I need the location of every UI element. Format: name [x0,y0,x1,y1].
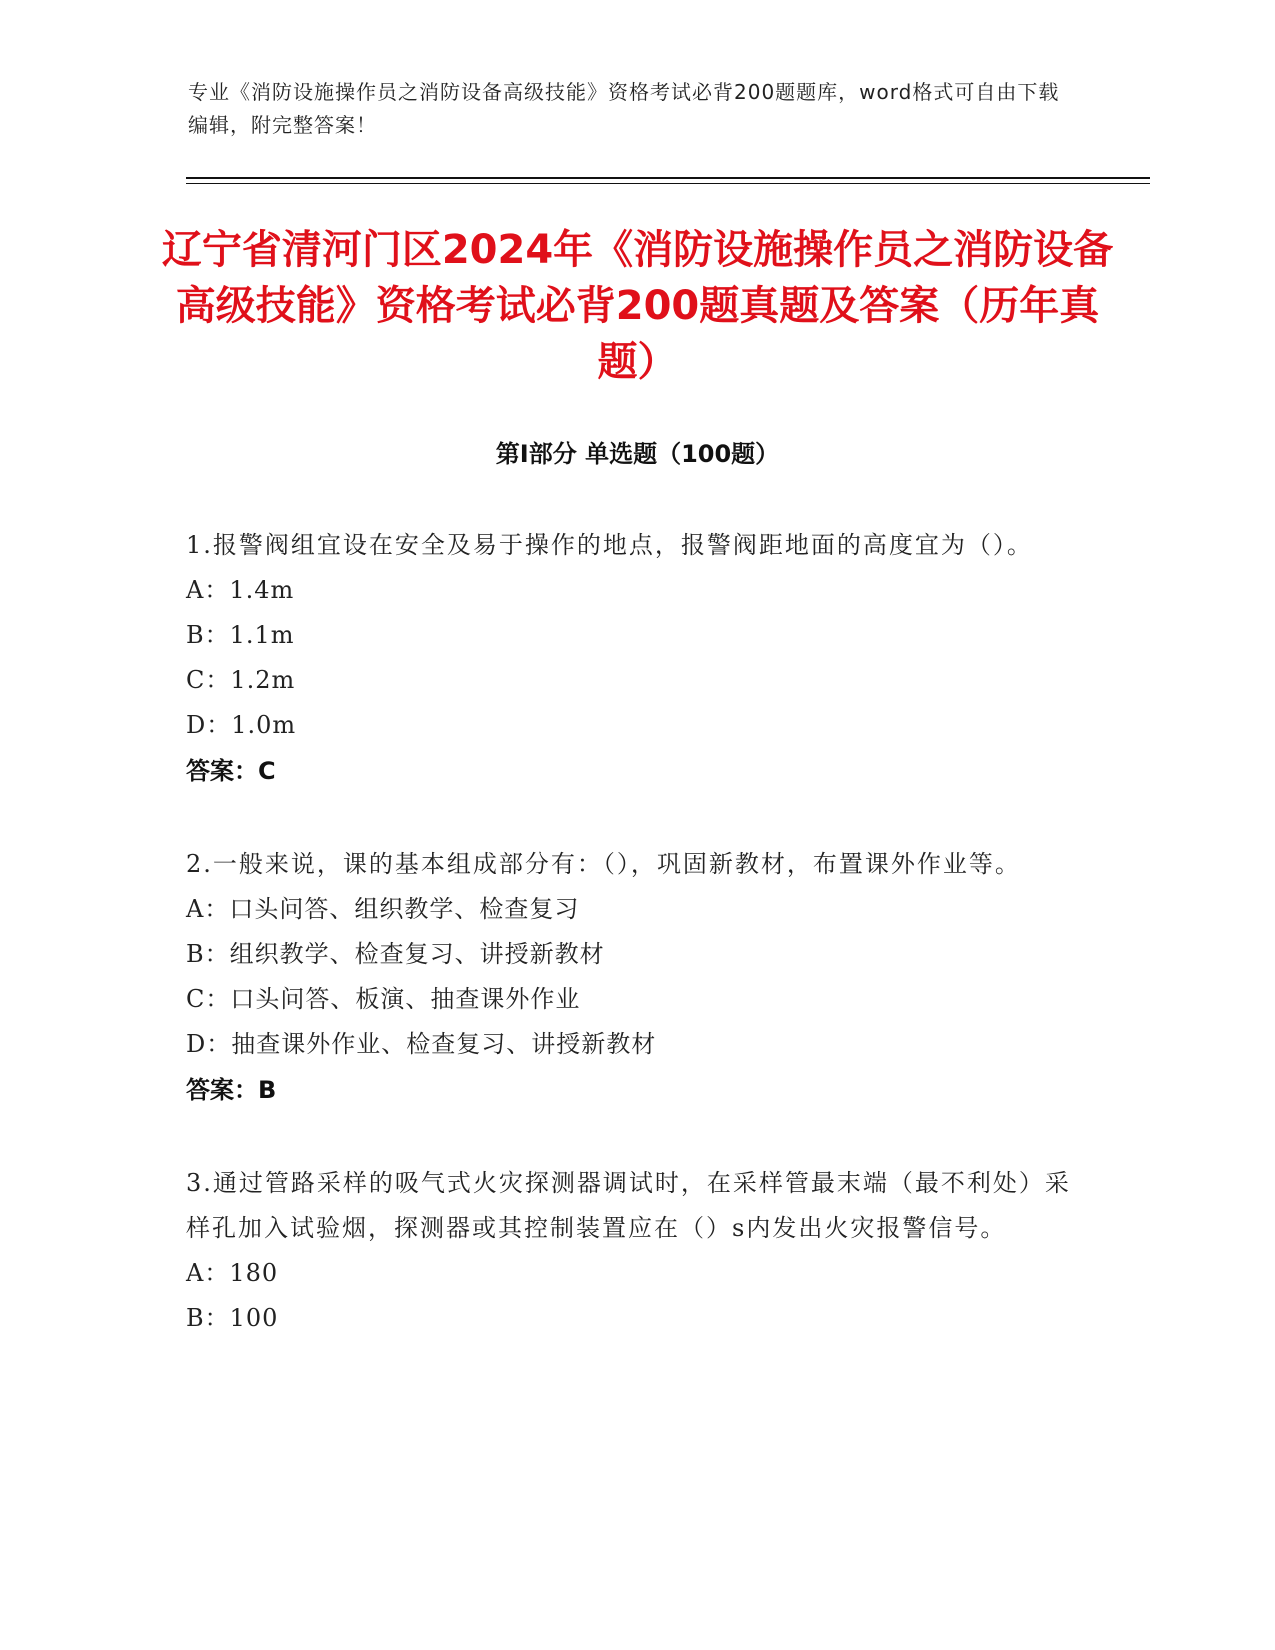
question-3 [186,1161,1086,1341]
header-rule-thin [186,183,1150,184]
option-d: D：抽查课外作业、检查复习、讲授新教材 [186,1030,657,1058]
option-c: C：1.2m [186,666,296,694]
question-2 [186,842,1086,1113]
option-a: A：180 [186,1259,279,1287]
option-b: B：100 [186,1304,279,1332]
question-stem: 1.报警阀组宜设在安全及易于操作的地点，报警阀距地面的高度宜为（）。 [186,531,1033,559]
section-title: 第I部分 单选题（100题） [495,440,780,468]
option-a: A：口头问答、组织教学、检查复习 [186,895,580,923]
answer-line: 答案：B [186,1076,277,1104]
option-b: B：1.1m [186,621,295,649]
answer-line: 答案：C [186,757,276,785]
header-rule-thick [186,177,1150,179]
document-title: 辽宁省清河门区2024年《消防设施操作员之消防设备高级技能》资格考试必背200题真题及答案（历年真题） [161,227,1114,385]
option-d: D：1.0m [186,711,297,739]
question-1 [186,523,1086,794]
option-a: A：1.4m [186,576,295,604]
header-note: 专业《消防设施操作员之消防设备高级技能》资格考试必背200题题库，word格式可自由下载编辑，附完整答案！ [188,80,1060,137]
question-stem: 2.一般来说，课的基本组成部分有：（），巩固新教材，布置课外作业等。 [186,850,1021,878]
option-c: C：口头问答、板演、抽查课外作业 [186,985,581,1013]
question-stem: 3.通过管路采样的吸气式火灾探测器调试时，在采样管最末端（最不利处）采样孔加入试验烟，探测器或其控制装置应在（）s内发出火灾报警信号。 [186,1169,1071,1242]
option-b: B：组织教学、检查复习、讲授新教材 [186,940,605,968]
question-list [186,523,1086,1389]
